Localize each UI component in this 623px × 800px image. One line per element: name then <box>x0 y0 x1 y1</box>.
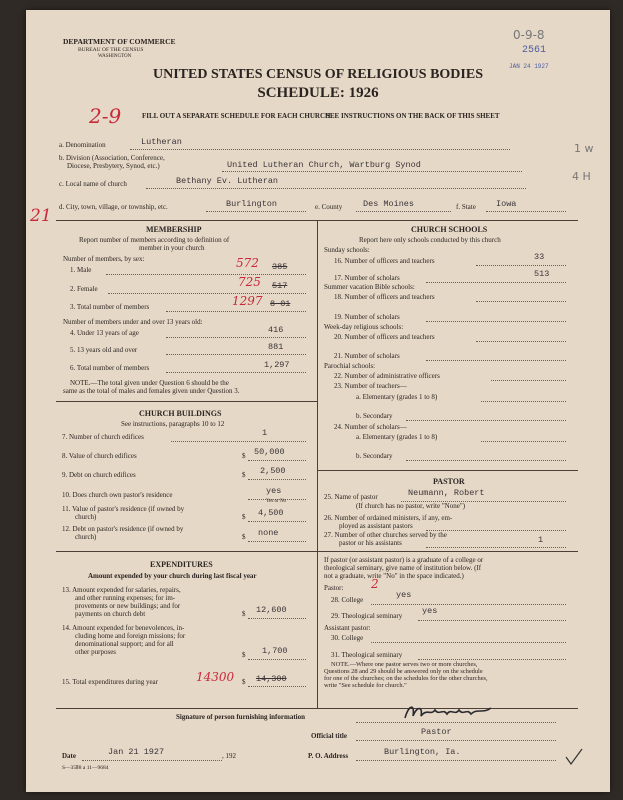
q26-label-2: ployed as assistant pastors <box>339 522 413 530</box>
q14-label-2: cluding home and foreign missions; for <box>75 632 186 640</box>
expenditures-sub: Amount expended by your church during last fiscal year <box>88 572 257 580</box>
signature-label: Signature of person furnishing information <box>176 713 305 721</box>
membership-note: NOTE.—The total given under Question 6 should be the <box>70 379 229 387</box>
q14-label: 14. Amount expended for benevolences, in- <box>62 624 185 632</box>
local-name-label: c. Local name of church <box>59 180 127 188</box>
q13-label-4: payments on church debt <box>75 610 146 618</box>
q28-label: 28. College <box>331 596 364 604</box>
pastor-note-4: write "See schedule for church." <box>324 682 407 689</box>
date-label: Date <box>62 752 76 760</box>
q23b-label: b. Secondary <box>356 412 393 420</box>
q7-label: 7. Number of church edifices <box>62 433 144 441</box>
q24a-label: a. Elementary (grades 1 to 8) <box>356 433 438 441</box>
form-number: S—35Ⅱ8 a 11—9684 <box>62 765 109 771</box>
q15-value: 14,300 <box>256 674 287 684</box>
q24-label: 24. Number of scholars— <box>334 423 407 431</box>
q14-label-4: other purposes <box>75 648 117 656</box>
city-value: Burlington <box>226 199 278 209</box>
q21-label: 21. Number of scholars <box>334 352 400 360</box>
by-sex-label: Number of members, by sex: <box>63 255 145 263</box>
q11-label: 11. Value of pastor's residence (if owned by <box>62 505 185 513</box>
q27-label-2: pastor or his assistants <box>339 539 402 547</box>
form-subtitle: SCHEDULE: 1926 <box>257 85 379 101</box>
q5-label: 5. 13 years old and over <box>70 346 138 354</box>
q1-red-value: 572 <box>236 256 259 270</box>
q20-label: 20. Number of officers and teachers <box>334 333 435 341</box>
red-annotation-side: 21 <box>30 206 52 226</box>
q18-label: 18. Number of officers and teachers <box>334 293 435 301</box>
q13-value: 12,600 <box>256 605 287 615</box>
form-title: UNITED STATES CENSUS OF RELIGIOUS BODIES <box>152 67 483 82</box>
date-suffix: , 192 <box>222 752 236 760</box>
q1-value: 385 <box>272 262 288 272</box>
washington-label: WASHINGTON <box>98 54 132 59</box>
q13-label-2: and other running expenses; for im- <box>75 594 176 602</box>
q26-label: 26. Number of ordained ministers, if any, em- <box>324 514 453 522</box>
department-label: DEPARTMENT OF COMMERCE <box>63 37 176 46</box>
q6-label: 6. Total number of members <box>70 364 150 372</box>
q19-label: 19. Number of scholars <box>334 313 400 321</box>
parochial-label: Parochial schools: <box>324 362 376 370</box>
q1-label: 1. Male <box>70 266 92 274</box>
q23-label: 23. Number of teachers— <box>334 382 407 390</box>
weekday-label: Week-day religious schools: <box>324 323 404 331</box>
grad-note: If pastor (or assistant pastor) is a graduate of a college or <box>324 556 484 564</box>
denomination-label: a. Denomination <box>59 141 106 149</box>
q2-value: 517 <box>272 281 288 291</box>
po-address-label: P. O. Address <box>308 752 349 760</box>
q8-label: 8. Value of church edifices <box>62 452 137 460</box>
date-value: Jan 21 1927 <box>108 747 165 757</box>
division-label: b. Division (Association, Conference, <box>59 154 165 162</box>
division-value: United Lutheran Church, Wartburg Synod <box>227 160 421 170</box>
q4-label: 4. Under 13 years of age <box>70 329 139 337</box>
q11-label-2: church) <box>75 513 97 521</box>
expenditures-heading: EXPENDITURES <box>150 560 213 569</box>
census-schedule-form: DEPARTMENT OF COMMERCE BUREAU OF THE CENSUS WASHINGTON 0-9-8 2561 JAN 24 1927 UNITED STATES CENSUS OF RELIGIOUS BODIES SCHEDULE: 1926 2-9 FILL OUT A SEPARATE SCHEDULE FOR EACH CHURCH. SEE INSTRUCTIONS ON THE BACK OF THIS SHEET 21 1 w 4 H a. Denomination Lutheran b. Division (Association, Conference, Diocese, Presbytery, Synod, etc.) United Lutheran Church, Wartburg Synod c. Local name of church Bethany Ev. Lutheran d. City, town, village, or township, etc. Burlington e. County Des Moines f. State Iowa MEMBERSHIP Report number of members according to definition of member in your church Number of members, by sex: 1. Male 385 572 2. Female 517 725 3. Total number of members 8 01 1297 Number of members under and over 13 years old: 4. Under 13 years of age 416 5. 13 years old and over 881 6. Total number of members 1,297 NOTE.—The total given under Question 6 should be the same as the total of males and females given under Question 3. CHURCH BUILDINGS See instructions, paragraphs 10 to 12 7. Number of church edifices 1 8. Value of church edifices $ 50,000 9. Debt on church edifices $ 2,500 10. Does church own pastor's residence yes Yes or No 11. Value of pastor's residence (if owned by church) $ 4,500 12. Debt on pastor's residence (if owned by church) $ none EXPENDITURES Amount expended by your church during last fiscal year 13. Amount expended for salaries, repairs, and other running expenses; for im- provements or new buildings; and for payments on church debt $ 12,600 14. Amount expended for benevolences, in- cluding home and foreign missions; for denominational support; and for all other purposes $ 1,700 15. Total expenditures during year $ 14,300 14300 CHURCH SCHOOLS Report here only schools conducted by this church Sunday schools: 16. Number of officers and teachers 33 17. Number of scholars 513 Summer vacation Bible schools: 18. Number of officers and teachers 19. Number of scholars Week-day religious schools: 20. Number of officers and teachers 21. Number of scholars Parochial schools: 22. Number of administrative officers 23. Number of teachers— a. Elementary (grades 1 to 8) b. Secondary 24. Number of scholars— a. Elementary (grades 1 to 8) b. Secondary PASTOR 25. Name of pastor Neumann, Robert (If church has no pastor, write "None") 26. Number of ordained ministers, if any, em- ployed as assistant pastors 27. Number of other churches served by the pastor or his assistants 1 If pastor (or assistant pastor) is a graduate of a college or theological seminary, give name of institution below. (If not a graduate, write "No" in the space indicated.) Pastor: 2 28. College yes 29. Theological seminary yes Assistant pastor: 30. College 31. Theological seminary NOTE.—Where one pastor serves two or more churches, Questions 28 and 29 should be answered only on the schedule for one of the churches; on the schedules for the other churches, write "See schedule for church." Signature of person furnishing information Official title Pastor Date Jan 21 1927 , 192 P. O. Address Burlington, Ia. S—35Ⅱ8 a 11—9684 <box>26 10 610 792</box>
pencil-mark-b: 4 H <box>572 170 591 183</box>
pencil-code: 0-9-8 <box>513 28 545 42</box>
pastor-heading: PASTOR <box>433 477 465 486</box>
red-annotation-top: 2-9 <box>89 104 122 128</box>
q25-label: 25. Name of pastor <box>324 493 378 501</box>
denomination-value: Lutheran <box>141 137 182 147</box>
membership-intro: Report number of members according to definition of <box>79 236 230 244</box>
age-intro: Number of members under and over 13 years old: <box>63 318 203 326</box>
q30-label: 30. College <box>331 634 364 642</box>
q15-red-value: 14300 <box>196 670 235 684</box>
q3-red-value: 1297 <box>232 294 263 308</box>
buildings-sub: See instructions, paragraphs 10 to 12 <box>121 420 225 428</box>
q17-value: 513 <box>534 269 550 279</box>
q12-value: none <box>258 528 279 538</box>
q15-label: 15. Total expenditures during year <box>62 678 158 686</box>
q28-value: yes <box>396 590 412 600</box>
q16-value: 33 <box>534 252 545 262</box>
q17-label: 17. Number of scholars <box>334 274 400 282</box>
pencil-mark-a: 1 w <box>574 142 594 155</box>
q23a-label: a. Elementary (grades 1 to 8) <box>356 393 438 401</box>
q27-value: 1 <box>538 535 544 545</box>
po-address-value: Burlington, Ia. <box>384 747 461 757</box>
q27-label: 27. Number of other churches served by the <box>324 531 447 539</box>
assistant-label: Assistant pastor: <box>324 624 371 632</box>
membership-heading: MEMBERSHIP <box>146 225 202 234</box>
county-value: Des Moines <box>363 199 415 209</box>
official-title-value: Pastor <box>421 727 452 737</box>
city-label: d. City, town, village, or township, etc. <box>59 203 168 211</box>
q10-value: yes <box>266 486 282 496</box>
q2-red-value: 725 <box>238 275 261 289</box>
bureau-label: BUREAU OF THE CENSUS <box>78 47 144 53</box>
q14-label-3: denominational support; and for all <box>75 640 174 648</box>
q25-note: (If church has no pastor, write "None") <box>356 502 466 510</box>
q3-label: 3. Total number of members <box>70 303 150 311</box>
q29-value: yes <box>422 606 438 616</box>
pastor-red-mark: 2 <box>371 577 379 591</box>
q11-value: 4,500 <box>258 508 284 518</box>
division-label-2: Diocese, Presbytery, Synod, etc.) <box>67 162 160 170</box>
q5-value: 881 <box>268 342 284 352</box>
q25-value: Neumann, Robert <box>408 488 485 498</box>
q24b-label: b. Secondary <box>356 452 393 460</box>
grad-note-2: theological seminary, give name of institution below. (If <box>324 564 482 572</box>
q3-value: 8 01 <box>270 299 291 309</box>
state-value: Iowa <box>496 199 517 209</box>
q9-label: 9. Debt on church edifices <box>62 471 136 479</box>
stamp-date: JAN 24 1927 <box>509 63 549 70</box>
pastor-sub-label: Pastor: <box>324 584 344 592</box>
q16-label: 16. Number of officers and teachers <box>334 257 435 265</box>
membership-intro-2: member in your church <box>139 244 205 252</box>
q7-value: 1 <box>262 428 268 438</box>
q13-label: 13. Amount expended for salaries, repairs, <box>62 586 181 594</box>
pastor-signature <box>401 700 496 724</box>
q12-label: 12. Debt on pastor's residence (if owned by <box>62 525 184 533</box>
check-mark-icon <box>564 747 584 767</box>
q2-label: 2. Female <box>70 285 98 293</box>
state-label: f. State <box>456 203 476 211</box>
grad-note-3: not a graduate, write "No" in the space indicated.) <box>324 572 464 580</box>
yes-no-hint: Yes or No <box>266 499 287 504</box>
instruction-right: SEE INSTRUCTIONS ON THE BACK OF THIS SHEET <box>326 112 500 120</box>
q12-label-2: church) <box>75 533 97 541</box>
q14-value: 1,700 <box>262 646 288 656</box>
instruction-left: FILL OUT A SEPARATE SCHEDULE FOR EACH CHURCH. <box>142 112 333 120</box>
pastor-note-2: Questions 28 and 29 should be answered only on the schedule <box>324 668 483 675</box>
summer-label: Summer vacation Bible schools: <box>324 283 415 291</box>
pastor-note: NOTE.—Where one pastor serves two or more churches, <box>331 661 478 668</box>
pastor-note-3: for one of the churches; on the schedules for the other churches, <box>324 675 488 682</box>
buildings-heading: CHURCH BUILDINGS <box>139 409 222 418</box>
sunday-label: Sunday schools: <box>324 246 370 254</box>
local-name-value: Bethany Ev. Lutheran <box>176 176 279 186</box>
q9-value: 2,500 <box>260 466 286 476</box>
q6-value: 1,297 <box>264 360 290 370</box>
county-label: e. County <box>315 203 343 211</box>
q29-label: 29. Theological seminary <box>331 612 403 620</box>
schools-heading: CHURCH SCHOOLS <box>411 225 488 234</box>
q10-label: 10. Does church own pastor's residence <box>62 491 173 499</box>
q22-label: 22. Number of administrative officers <box>334 372 440 380</box>
schools-intro: Report here only schools conducted by this church <box>359 236 501 244</box>
q31-label: 31. Theological seminary <box>331 651 403 659</box>
q13-label-3: provements or new buildings; and for <box>75 602 181 610</box>
stamp-number: 2561 <box>522 45 547 56</box>
q4-value: 416 <box>268 325 284 335</box>
q8-value: 50,000 <box>254 447 285 457</box>
official-title-label: Official title <box>311 732 347 740</box>
membership-note-2: same as the total of males and females given under Question 3. <box>63 387 240 395</box>
